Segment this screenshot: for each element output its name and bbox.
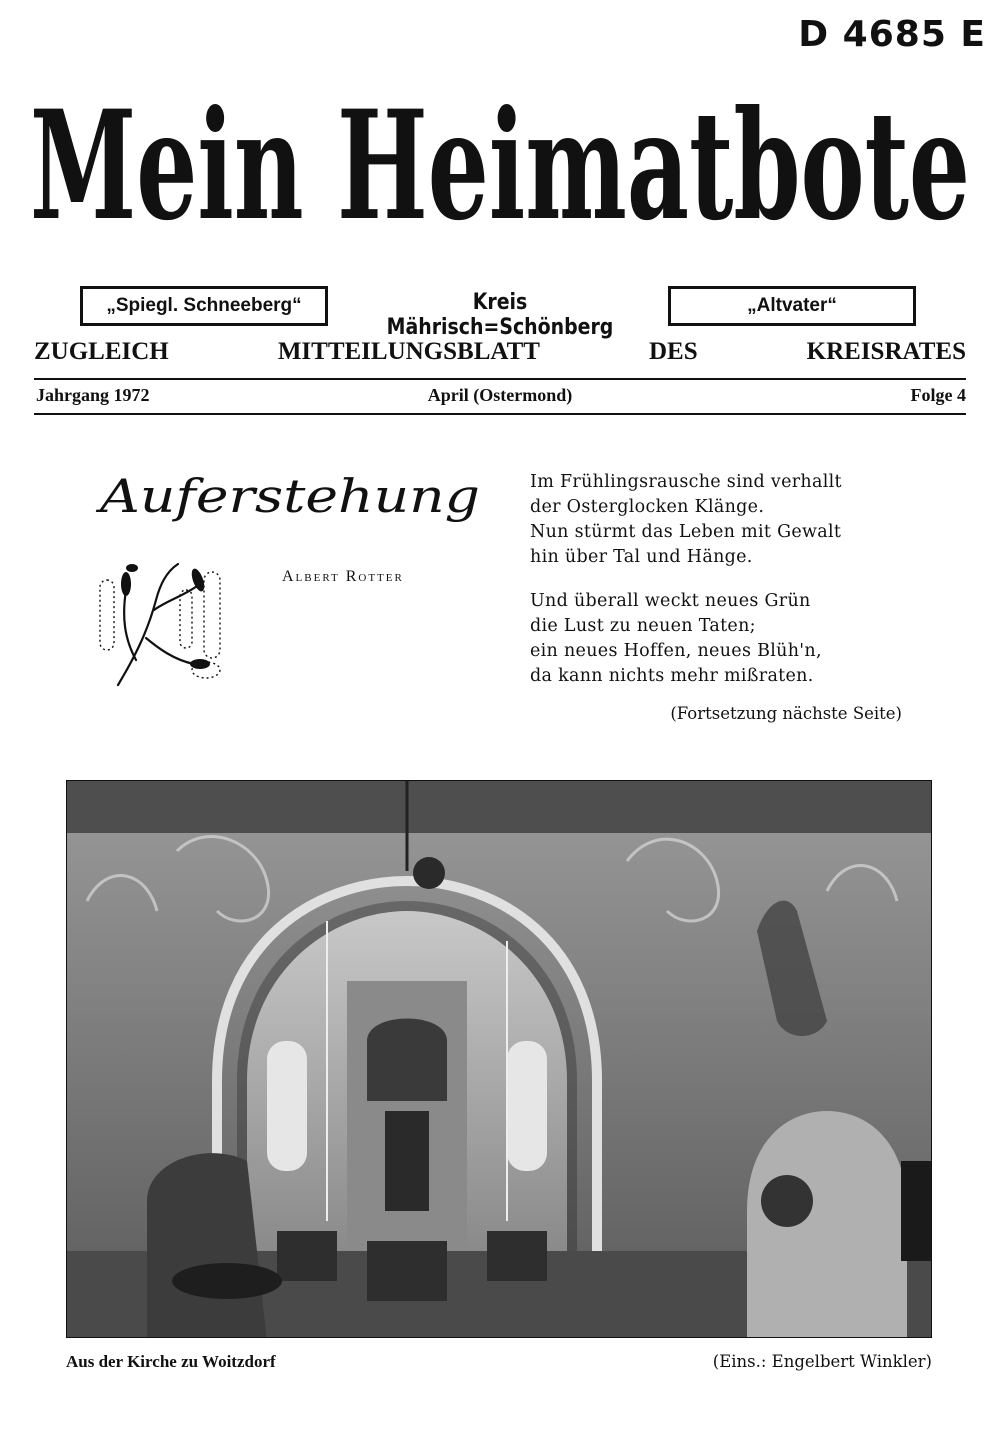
continuation-note: (Fortsetzung nächste Seite) xyxy=(670,704,902,723)
poem-text xyxy=(530,470,930,689)
box-right-label: „Altvater“ xyxy=(747,295,837,316)
poem-line: der Osterglocken Klänge. xyxy=(530,497,765,517)
photo-credit: (Eins.: Engelbert Winkler) xyxy=(712,1352,932,1371)
box-left-label: „Spiegl. Schneeberg“ xyxy=(106,295,302,316)
box-altvater xyxy=(668,286,916,326)
divider xyxy=(34,378,966,380)
poem-line: hin über Tal und Hänge. xyxy=(530,547,753,567)
subtitle-line xyxy=(34,338,966,366)
issue-month: April (Ostermond) xyxy=(427,385,573,405)
stanza-1 xyxy=(530,470,930,570)
poem-line: Im Frühlingsrausche sind verhallt xyxy=(530,472,842,492)
box-spiegl-schneeberg xyxy=(80,286,328,326)
poem-line: Nun stürmt das Leben mit Gewalt xyxy=(530,522,842,542)
subtitle-word: MITTEILUNGSBLATT xyxy=(277,338,540,365)
poem-line: Und überall weckt neues Grün xyxy=(530,591,811,611)
photo-caption: Aus der Kirche zu Woitzdorf xyxy=(66,1352,276,1371)
stanza-2 xyxy=(530,589,930,689)
poem-author: Albert Rotter xyxy=(282,568,404,585)
poem-title xyxy=(90,462,490,532)
subtitle-word: DES xyxy=(648,338,698,365)
poem-line: ein neues Hoffen, neues Blüh'n, xyxy=(530,641,822,661)
catkin-branch-illustration xyxy=(96,560,226,688)
masthead-title xyxy=(12,40,988,290)
divider xyxy=(34,413,966,415)
issue-code: D 4685 E xyxy=(798,14,986,55)
masthead-title-text: Mein Heimatbote xyxy=(30,78,970,254)
church-interior-photo xyxy=(66,780,932,1338)
poem-line: da kann nichts mehr mißraten. xyxy=(530,666,814,686)
subtitle-word: KREISRATES xyxy=(806,338,966,365)
issue-year: Jahrgang 1972 xyxy=(36,385,150,405)
issue-number: Folge 4 xyxy=(910,385,966,405)
church-interior-drawing xyxy=(67,781,932,1338)
subtitle-word: ZUGLEICH xyxy=(34,338,169,365)
poem-title-text: Auferstehung xyxy=(95,469,481,523)
poem-line: die Lust zu neuen Taten; xyxy=(530,616,756,636)
kreis-label: Kreis Mährisch=Schönberg xyxy=(386,290,614,340)
